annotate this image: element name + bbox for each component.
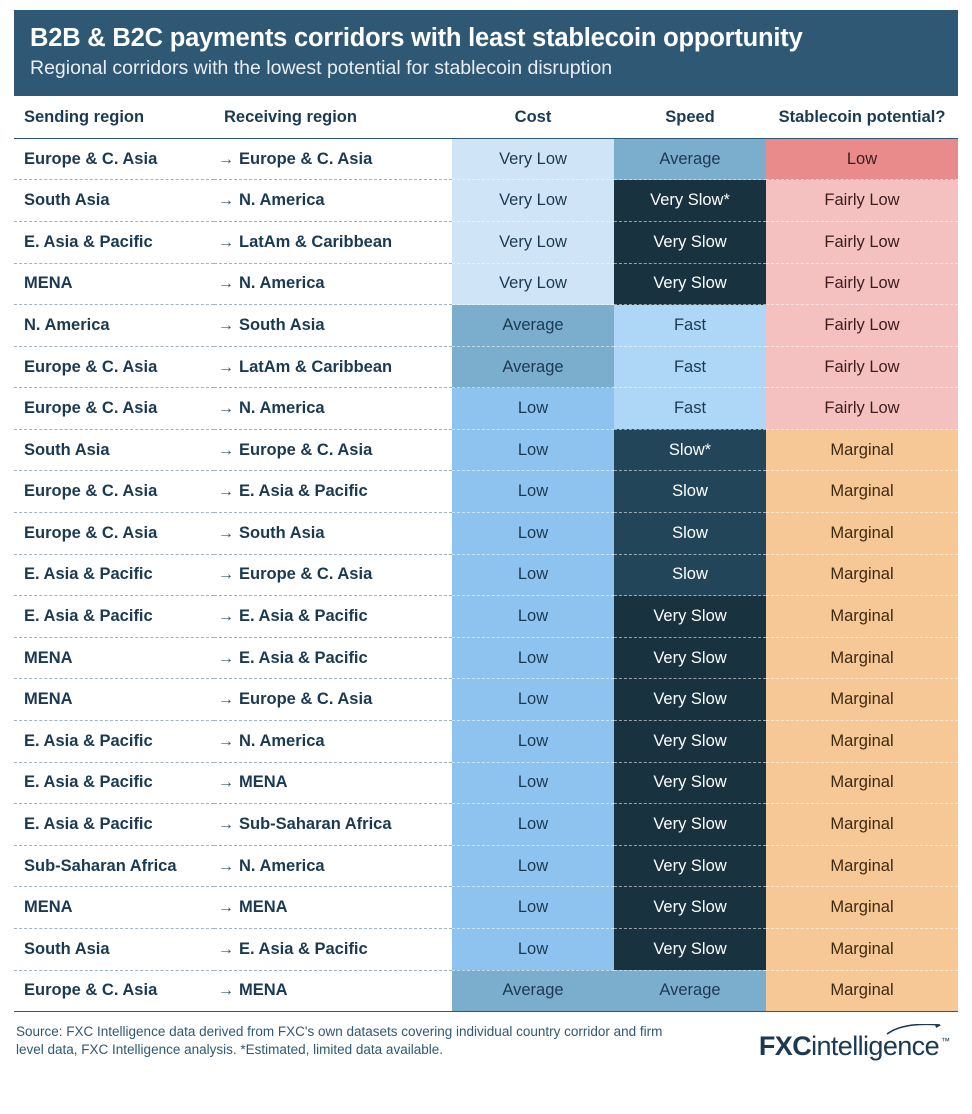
cell-cost: Low — [452, 721, 614, 763]
cell-receiving-region — [214, 887, 452, 929]
receiving-region-label: E. Asia & Pacific — [239, 482, 368, 501]
cell-sending-region: E. Asia & Pacific — [14, 596, 214, 638]
cell-receiving-region — [214, 554, 452, 596]
arrow-right-icon: → — [218, 857, 234, 875]
arrow-right-icon: → — [218, 233, 234, 251]
page-title: B2B & B2C payments corridors with least stablecoin opportunity — [30, 24, 803, 52]
cell-stablecoin-potential: Marginal — [766, 471, 958, 513]
table-header-row — [14, 96, 958, 139]
cell-receiving-region — [214, 762, 452, 804]
table-row — [14, 554, 958, 596]
cell-stablecoin-potential: Low — [766, 138, 958, 180]
cell-sending-region: South Asia — [14, 429, 214, 471]
cell-speed: Very Slow — [614, 804, 766, 846]
cell-speed: Very Slow — [614, 637, 766, 679]
cell-speed: Very Slow — [614, 221, 766, 263]
cell-stablecoin-potential: Fairly Low — [766, 221, 958, 263]
fxc-intelligence-logo — [759, 1031, 956, 1062]
arrow-right-icon: → — [218, 316, 234, 334]
cell-sending-region: E. Asia & Pacific — [14, 221, 214, 263]
receiving-region-label: N. America — [239, 731, 325, 750]
table-row — [14, 804, 958, 846]
infographic-page — [0, 10, 972, 1114]
table-row — [14, 138, 958, 180]
column-header-receiving-region: Receiving region — [214, 96, 452, 139]
cell-sending-region: MENA — [14, 679, 214, 721]
cell-stablecoin-potential: Marginal — [766, 637, 958, 679]
arrow-right-icon: → — [218, 940, 234, 958]
cell-sending-region: Sub-Saharan Africa — [14, 845, 214, 887]
table-row — [14, 887, 958, 929]
arrow-right-icon: → — [218, 816, 234, 834]
table-row — [14, 596, 958, 638]
cell-speed: Very Slow* — [614, 180, 766, 222]
receiving-region-label: N. America — [239, 399, 325, 418]
cell-speed: Average — [614, 970, 766, 1012]
arrow-right-icon: → — [218, 691, 234, 709]
receiving-region-label: MENA — [239, 898, 288, 917]
cell-cost: Low — [452, 762, 614, 804]
cell-stablecoin-potential: Marginal — [766, 929, 958, 971]
arrow-right-icon: → — [218, 192, 234, 210]
cell-receiving-region — [214, 138, 452, 180]
cell-speed: Very Slow — [614, 721, 766, 763]
cell-sending-region: South Asia — [14, 929, 214, 971]
column-header-speed: Speed — [614, 96, 766, 139]
table-body — [14, 138, 958, 1011]
receiving-region-label: Europe & C. Asia — [239, 690, 373, 709]
cell-receiving-region — [214, 929, 452, 971]
cell-speed: Very Slow — [614, 845, 766, 887]
logo-swoosh-icon — [886, 1024, 942, 1036]
cell-cost: Low — [452, 429, 614, 471]
logo-primary-text: FXC — [758, 1031, 812, 1062]
cell-sending-region: Europe & C. Asia — [14, 970, 214, 1012]
table-row — [14, 679, 958, 721]
cell-speed: Average — [614, 138, 766, 180]
cell-cost: Low — [452, 887, 614, 929]
cell-stablecoin-potential: Fairly Low — [766, 388, 958, 430]
cell-cost: Low — [452, 596, 614, 638]
cell-stablecoin-potential: Fairly Low — [766, 263, 958, 305]
cell-speed: Slow — [614, 513, 766, 555]
receiving-region-label: Europe & C. Asia — [239, 149, 373, 168]
table-row — [14, 221, 958, 263]
receiving-region-label: LatAm & Caribbean — [239, 357, 393, 376]
cell-cost: Low — [452, 804, 614, 846]
cell-sending-region: E. Asia & Pacific — [14, 554, 214, 596]
arrow-right-icon: → — [218, 774, 234, 792]
cell-stablecoin-potential: Marginal — [766, 554, 958, 596]
cell-cost: Very Low — [452, 138, 614, 180]
receiving-region-label: E. Asia & Pacific — [239, 939, 368, 958]
cell-speed: Fast — [614, 346, 766, 388]
cell-stablecoin-potential: Fairly Low — [766, 180, 958, 222]
cell-receiving-region — [214, 513, 452, 555]
cell-sending-region: Europe & C. Asia — [14, 513, 214, 555]
cell-speed: Very Slow — [614, 762, 766, 804]
column-header-sending-region: Sending region — [14, 96, 214, 139]
receiving-region-label: N. America — [239, 191, 325, 210]
arrow-right-icon: → — [218, 150, 234, 168]
cell-stablecoin-potential: Marginal — [766, 679, 958, 721]
cell-speed: Very Slow — [614, 929, 766, 971]
table-row — [14, 845, 958, 887]
receiving-region-label: E. Asia & Pacific — [239, 607, 368, 626]
arrow-right-icon: → — [218, 899, 234, 917]
cell-sending-region: E. Asia & Pacific — [14, 762, 214, 804]
table-row — [14, 346, 958, 388]
cell-speed: Fast — [614, 305, 766, 347]
cell-cost: Average — [452, 305, 614, 347]
table-row — [14, 305, 958, 347]
cell-receiving-region — [214, 429, 452, 471]
receiving-region-label: MENA — [239, 981, 288, 1000]
arrow-right-icon: → — [218, 732, 234, 750]
cell-speed: Very Slow — [614, 679, 766, 721]
cell-receiving-region — [214, 471, 452, 513]
cell-sending-region: South Asia — [14, 180, 214, 222]
cell-cost: Very Low — [452, 180, 614, 222]
cell-stablecoin-potential: Fairly Low — [766, 305, 958, 347]
arrow-right-icon: → — [218, 358, 234, 376]
table-row — [14, 180, 958, 222]
page-subtitle: Regional corridors with the lowest potential for stablecoin disruption — [30, 57, 613, 80]
cell-sending-region: MENA — [14, 637, 214, 679]
cell-speed: Slow — [614, 554, 766, 596]
cell-sending-region: N. America — [14, 305, 214, 347]
table-row — [14, 929, 958, 971]
cell-cost: Very Low — [452, 263, 614, 305]
cell-stablecoin-potential: Marginal — [766, 721, 958, 763]
cell-cost: Low — [452, 388, 614, 430]
table-row — [14, 388, 958, 430]
cell-speed: Very Slow — [614, 887, 766, 929]
cell-sending-region: E. Asia & Pacific — [14, 721, 214, 763]
cell-stablecoin-potential: Marginal — [766, 429, 958, 471]
cell-cost: Low — [452, 679, 614, 721]
cell-stablecoin-potential: Marginal — [766, 887, 958, 929]
logo-trademark: ™ — [941, 1036, 950, 1047]
source-note: Source: FXC Intelligence data derived from FXC's own datasets covering individual country corridor and firm level data, FXC Intelligence analysis. *Estimated, limited data available. — [16, 1024, 663, 1058]
arrow-right-icon: → — [218, 275, 234, 293]
cell-receiving-region — [214, 346, 452, 388]
cell-receiving-region — [214, 970, 452, 1012]
table-row — [14, 637, 958, 679]
cell-stablecoin-potential: Marginal — [766, 762, 958, 804]
cell-receiving-region — [214, 388, 452, 430]
cell-receiving-region — [214, 221, 452, 263]
cell-receiving-region — [214, 180, 452, 222]
column-header-cost: Cost — [452, 96, 614, 139]
receiving-region-label: MENA — [239, 773, 288, 792]
cell-cost: Low — [452, 929, 614, 971]
cell-stablecoin-potential: Marginal — [766, 845, 958, 887]
cell-cost: Very Low — [452, 221, 614, 263]
cell-cost: Low — [452, 554, 614, 596]
table-row — [14, 970, 958, 1012]
cell-cost: Low — [452, 513, 614, 555]
cell-stablecoin-potential: Marginal — [766, 596, 958, 638]
cell-sending-region: Europe & C. Asia — [14, 138, 214, 180]
cell-speed: Fast — [614, 388, 766, 430]
cell-receiving-region — [214, 679, 452, 721]
cell-cost: Low — [452, 471, 614, 513]
cell-receiving-region — [214, 263, 452, 305]
receiving-region-label: Europe & C. Asia — [239, 440, 373, 459]
cell-cost: Average — [452, 970, 614, 1012]
arrow-right-icon: → — [218, 524, 234, 542]
chart-header — [14, 10, 958, 96]
receiving-region-label: LatAm & Caribbean — [239, 232, 393, 251]
arrow-right-icon: → — [218, 400, 234, 418]
cell-cost: Average — [452, 346, 614, 388]
cell-receiving-region — [214, 804, 452, 846]
cell-receiving-region — [214, 637, 452, 679]
receiving-region-label: Sub-Saharan Africa — [239, 815, 392, 834]
cell-speed: Slow — [614, 471, 766, 513]
cell-cost: Low — [452, 845, 614, 887]
cell-stablecoin-potential: Marginal — [766, 970, 958, 1012]
cell-sending-region: MENA — [14, 263, 214, 305]
table-row — [14, 762, 958, 804]
table-row — [14, 471, 958, 513]
receiving-region-label: N. America — [239, 856, 325, 875]
arrow-right-icon: → — [218, 982, 234, 1000]
cell-stablecoin-potential: Marginal — [766, 513, 958, 555]
table-row — [14, 263, 958, 305]
receiving-region-label: South Asia — [239, 523, 325, 542]
table-row — [14, 429, 958, 471]
cell-sending-region: E. Asia & Pacific — [14, 804, 214, 846]
cell-speed: Slow* — [614, 429, 766, 471]
cell-receiving-region — [214, 305, 452, 347]
corridors-table — [14, 96, 958, 1012]
cell-receiving-region — [214, 845, 452, 887]
table-row — [14, 513, 958, 555]
cell-stablecoin-potential: Marginal — [766, 804, 958, 846]
arrow-right-icon: → — [218, 649, 234, 667]
cell-sending-region: MENA — [14, 887, 214, 929]
receiving-region-label: N. America — [239, 274, 325, 293]
cell-sending-region: Europe & C. Asia — [14, 471, 214, 513]
cell-cost: Low — [452, 637, 614, 679]
arrow-right-icon: → — [218, 483, 234, 501]
chart-footer — [14, 1023, 958, 1062]
cell-receiving-region — [214, 721, 452, 763]
arrow-right-icon: → — [218, 441, 234, 459]
receiving-region-label: Europe & C. Asia — [239, 565, 373, 584]
logo-secondary-text: intelligence — [811, 1031, 939, 1062]
receiving-region-label: E. Asia & Pacific — [239, 648, 368, 667]
table-row — [14, 721, 958, 763]
cell-sending-region: Europe & C. Asia — [14, 346, 214, 388]
arrow-right-icon: → — [218, 566, 234, 584]
column-header-stablecoin-potential: Stablecoin potential? — [766, 96, 958, 139]
cell-speed: Very Slow — [614, 263, 766, 305]
cell-speed: Very Slow — [614, 596, 766, 638]
arrow-right-icon: → — [218, 608, 234, 626]
receiving-region-label: South Asia — [239, 315, 325, 334]
cell-sending-region: Europe & C. Asia — [14, 388, 214, 430]
cell-receiving-region — [214, 596, 452, 638]
cell-stablecoin-potential: Fairly Low — [766, 346, 958, 388]
